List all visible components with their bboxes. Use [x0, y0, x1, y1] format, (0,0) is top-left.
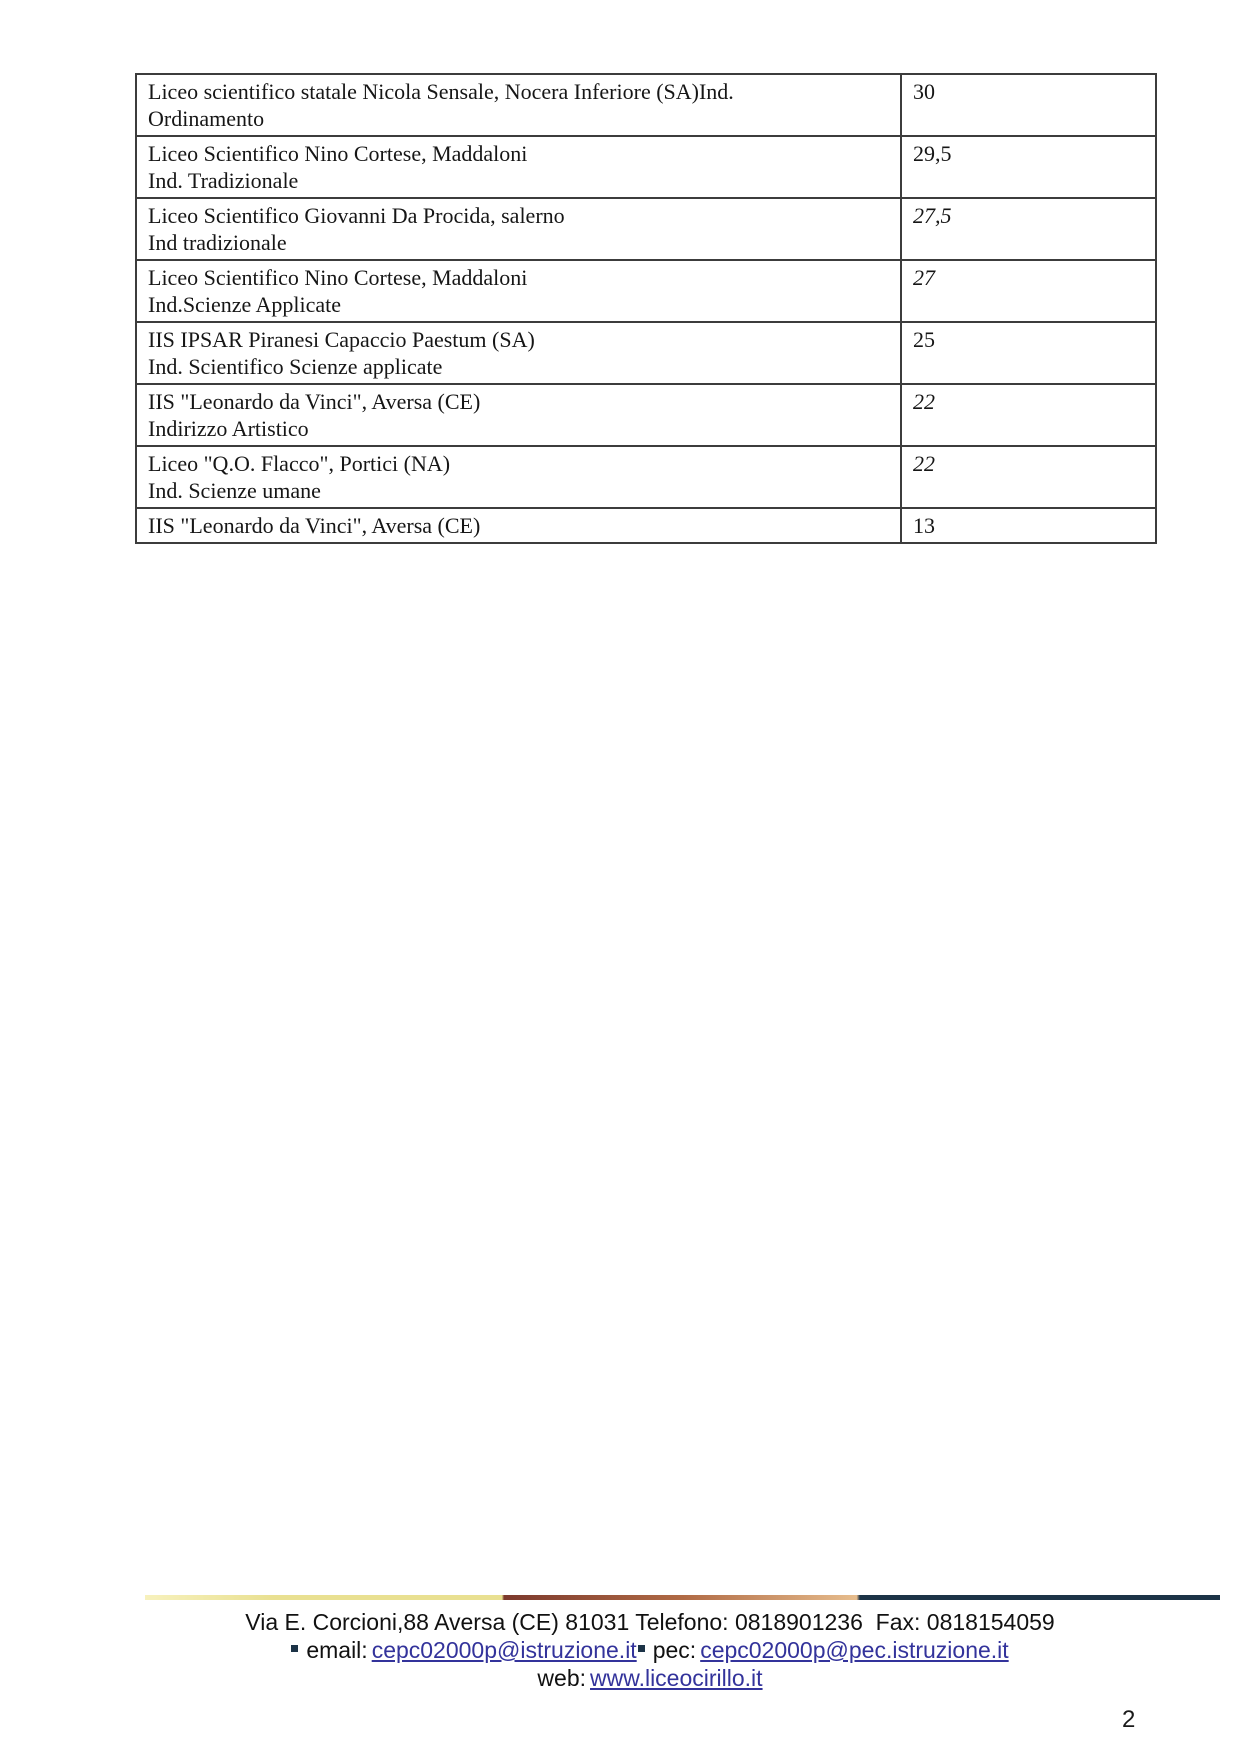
school-cell [136, 384, 901, 446]
footer-address: Via E. Corcioni,88 Aversa (CE) 81031 Telefono: 0818901236 Fax: 0818154059 [245, 1609, 1055, 1635]
table-row [136, 198, 1156, 260]
footer-web-line [145, 1664, 1155, 1692]
score-cell: 27 [901, 260, 1156, 322]
school-name-line2: Ind. Scienze umane [148, 478, 321, 503]
table-row [136, 136, 1156, 198]
table-row [136, 384, 1156, 446]
web-link[interactable]: www.liceocirillo.it [590, 1665, 763, 1691]
table-row [136, 446, 1156, 508]
school-name-line1: Liceo Scientifico Giovanni Da Procida, salerno [148, 203, 565, 228]
school-name-line2: Ordinamento [148, 106, 265, 131]
school-cell [136, 136, 901, 198]
footer-text-block [145, 1608, 1155, 1692]
school-name-line2: Ind. Tradizionale [148, 168, 299, 193]
score-cell: 29,5 [901, 136, 1156, 198]
footer-divider [145, 1595, 1220, 1600]
schools-table-body [136, 74, 1156, 543]
table-row [136, 322, 1156, 384]
score-cell: 22 [901, 384, 1156, 446]
school-cell [136, 74, 901, 136]
table-row [136, 74, 1156, 136]
page-number: 2 [1122, 1706, 1136, 1733]
email-link[interactable]: cepc02000p@istruzione.it [371, 1637, 637, 1663]
score-cell: 25 [901, 322, 1156, 384]
school-name-line1: Liceo "Q.O. Flacco", Portici (NA) [148, 451, 451, 476]
school-name-line1: IIS "Leonardo da Vinci", Aversa (CE) [148, 513, 481, 538]
school-name-line1: Liceo scientifico statale Nicola Sensale, Nocera Inferiore (SA)Ind. [148, 79, 734, 104]
square-bullet-icon [291, 1645, 298, 1652]
school-name-line2: Ind.Scienze Applicate [148, 292, 342, 317]
footer-contacts-line [145, 1636, 1155, 1664]
school-name-line1: Liceo Scientifico Nino Cortese, Maddaloni [148, 265, 528, 290]
school-name-line1: Liceo Scientifico Nino Cortese, Maddaloni [148, 141, 528, 166]
schools-table [135, 73, 1157, 544]
school-cell [136, 508, 901, 543]
school-cell [136, 446, 901, 508]
score-cell: 27,5 [901, 198, 1156, 260]
web-label: web: [537, 1665, 587, 1691]
square-bullet-icon [638, 1645, 645, 1652]
score-cell: 22 [901, 446, 1156, 508]
table-row [136, 508, 1156, 543]
school-cell [136, 198, 901, 260]
school-cell [136, 260, 901, 322]
school-cell [136, 322, 901, 384]
table-row [136, 260, 1156, 322]
school-name-line2: Indirizzo Artistico [148, 416, 309, 441]
pec-link[interactable]: cepc02000p@pec.istruzione.it [700, 1637, 1009, 1663]
score-cell: 13 [901, 508, 1156, 543]
pec-label: pec: [652, 1637, 697, 1663]
score-cell: 30 [901, 74, 1156, 136]
school-name-line2: Ind tradizionale [148, 230, 287, 255]
school-name-line2: Ind. Scientifico Scienze applicate [148, 354, 443, 379]
email-label: email: [306, 1637, 368, 1663]
school-name-line1: IIS IPSAR Piranesi Capaccio Paestum (SA) [148, 327, 535, 352]
school-name-line1: IIS "Leonardo da Vinci", Aversa (CE) [148, 389, 481, 414]
